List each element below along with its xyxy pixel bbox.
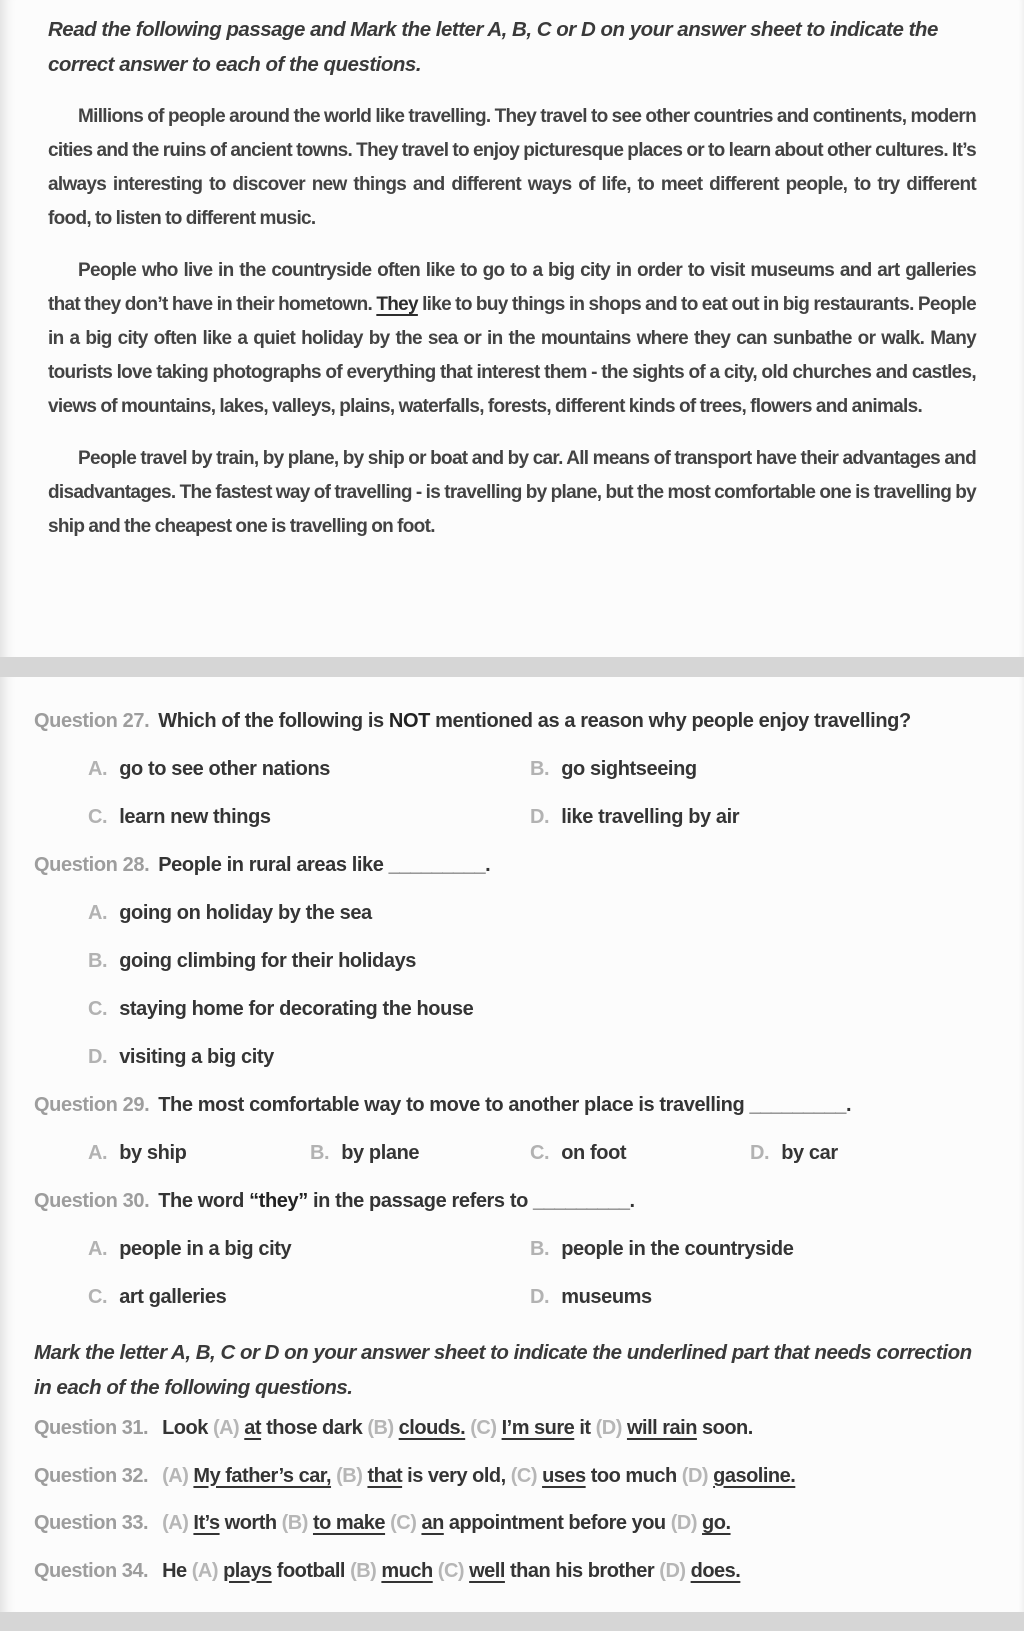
option: [88, 985, 984, 1033]
option-letter: C.: [88, 806, 108, 828]
option-marker: (A): [191, 1559, 218, 1582]
option-letter: A.: [88, 1142, 108, 1164]
question-label: Question 32.: [34, 1464, 149, 1487]
text-segment: Millions of people around the world like travelling. They travel to see other countries and continents, modern cities and the ruins of ancient towns. They travel to enjoy picturesque places or to learn about other cultures. It’s always interesting to discover new things and different ways of life, to meet different people, to try different food, to listen to different music.: [48, 106, 976, 229]
option-letter: A.: [88, 902, 108, 924]
option-marker: (D): [670, 1512, 697, 1534]
question-title-line: [34, 697, 984, 745]
correction-question: [34, 1548, 984, 1596]
options: [34, 1225, 984, 1321]
option-marker: (B): [281, 1512, 308, 1534]
option: [88, 1033, 984, 1081]
question-block: [34, 1081, 984, 1177]
text-segment: worth: [224, 1512, 277, 1534]
text-segment: those dark: [266, 1417, 363, 1439]
text-segment: People who live in the countryside often like to go to a big city in order to visit museums and art galleries that they don’t have in their hometown.: [48, 260, 976, 315]
text-segment: it: [579, 1417, 591, 1439]
option-marker: (A): [212, 1417, 240, 1439]
option-letter: B.: [310, 1142, 330, 1164]
option-text: by car: [781, 1142, 838, 1164]
text-segment: He: [162, 1559, 187, 1582]
text-segment: People travel by train, by plane, by ship or boat and by car. All means of transport have their advantages and disadvantages. The fastest way of travelling - is travelling by plane, but the most comfortable one is travelling by ship and the cheapest one is travelling on foot.: [48, 448, 976, 537]
option: [310, 1129, 530, 1177]
option-marker: (C): [390, 1512, 417, 1534]
option-text: go sightseeing: [561, 758, 697, 780]
question-title: [158, 710, 911, 732]
option-letter: D.: [750, 1142, 770, 1164]
option-marker: (C): [470, 1417, 497, 1439]
option-text: visiting a big city: [119, 1046, 274, 1068]
option-text: going climbing for their holidays: [119, 950, 417, 972]
option-marker: (B): [350, 1559, 377, 1582]
option-letter: B.: [530, 1238, 550, 1260]
question-block: [34, 841, 984, 1081]
option-text: by ship: [119, 1142, 187, 1164]
underlined-part: that: [367, 1464, 403, 1487]
option: [530, 1129, 750, 1177]
option-marker: (D): [659, 1559, 686, 1582]
underlined-part: at: [244, 1417, 262, 1439]
question-label: Question 28.: [34, 854, 150, 876]
option-marker: (B): [367, 1417, 394, 1439]
underlined-part: I’m sure: [501, 1417, 575, 1439]
question-title-line: [34, 1177, 984, 1225]
question-label: Question 33.: [34, 1512, 149, 1534]
option-letter: C.: [530, 1142, 550, 1164]
option-letter: A.: [88, 1238, 108, 1260]
text-segment: like to buy things in shops and to eat out in big restaurants. People in a big city often like a quiet holiday by the sea or in the mountains where they can sunbathe or walk. Many tourists love taking photographs of everything that interest them - the sights of a city, old churches and castles, views of mountains, lakes, valleys, plains, waterfalls, forests, different kinds of trees, flowers and animals.: [48, 294, 976, 417]
option: [750, 1129, 984, 1177]
option-text: museums: [561, 1286, 652, 1308]
question-title-line: [34, 1081, 984, 1129]
question-label: Question 30.: [34, 1190, 150, 1212]
option-letter: D.: [530, 806, 550, 828]
underlined-part: to make: [312, 1512, 386, 1534]
question-title-line: [34, 841, 984, 889]
text-segment: appointment before you: [448, 1512, 666, 1534]
question-block: [34, 697, 984, 841]
correction-instruction: Mark the letter A, B, C or D on your answer sheet to indicate the underlined part that needs correction in each of the following questions.: [34, 1341, 972, 1399]
option: [530, 793, 984, 841]
text-segment: soon.: [701, 1417, 753, 1439]
text-segment: is very old,: [407, 1464, 506, 1487]
text-segment: People in rural areas like _________.: [158, 854, 491, 876]
option: [88, 745, 530, 793]
text-segment: “they”: [249, 1190, 308, 1212]
text-segment: NOT: [388, 710, 430, 732]
option-marker: (B): [336, 1464, 363, 1487]
option-marker: (D): [595, 1417, 622, 1439]
option: [530, 1273, 984, 1321]
options: [34, 745, 984, 841]
underlined-part: does.: [690, 1559, 741, 1582]
text-segment: The most comfortable way to move to another place is travelling _________.: [158, 1094, 852, 1116]
question-title: [158, 1190, 634, 1212]
underlined-part: It’s: [193, 1512, 220, 1534]
underlined-part: They: [376, 294, 418, 315]
correction-question: [34, 1453, 984, 1501]
option-marker: (C): [510, 1464, 537, 1487]
option-text: people in the countryside: [561, 1238, 794, 1260]
option: [88, 937, 984, 985]
reading-instruction: Read the following passage and Mark the letter A, B, C or D on your answer sheet to indicate the correct answer to each of the questions.: [48, 18, 938, 76]
underlined-part: much: [381, 1559, 433, 1582]
option-letter: D.: [530, 1286, 550, 1308]
correction-section: [34, 1405, 984, 1595]
option-text: staying home for decorating the house: [119, 998, 474, 1020]
option-text: learn new things: [119, 806, 271, 828]
text-segment: football: [276, 1559, 345, 1582]
option: [530, 1225, 984, 1273]
text-segment: too much: [590, 1464, 677, 1487]
text-segment: mentioned as a reason why people enjoy travelling?: [429, 710, 911, 732]
text-segment: in the passage refers to _________.: [307, 1190, 635, 1212]
option-letter: A.: [88, 758, 108, 780]
option-letter: D.: [88, 1046, 108, 1068]
underlined-part: will rain: [626, 1417, 697, 1439]
option-text: people in a big city: [119, 1238, 292, 1260]
underlined-part: gasoline.: [713, 1464, 796, 1487]
text-segment: than his brother: [509, 1559, 655, 1582]
text-segment: Look: [162, 1417, 208, 1439]
correction-question: [34, 1405, 984, 1453]
question-title: [158, 854, 490, 876]
question-block: [34, 1177, 984, 1321]
passage-card: [0, 0, 1024, 657]
question-label: Question 27.: [34, 710, 150, 732]
option: [88, 1129, 310, 1177]
option-marker: (C): [437, 1559, 465, 1582]
question-label: Question 29.: [34, 1094, 150, 1116]
option: [88, 1273, 530, 1321]
option-marker: (A): [162, 1512, 189, 1534]
options: [34, 889, 984, 1081]
option-marker: (D): [681, 1464, 709, 1487]
option-letter: B.: [88, 950, 108, 972]
option-text: like travelling by air: [561, 806, 740, 828]
text-segment: The word: [158, 1190, 250, 1212]
correction-question: [34, 1500, 984, 1548]
underlined-part: clouds.: [398, 1417, 466, 1439]
option: [88, 1225, 530, 1273]
underlined-part: plays: [223, 1559, 272, 1582]
passage-paragraph: [48, 100, 976, 236]
option-text: art galleries: [119, 1286, 227, 1308]
passage-paragraph: [48, 254, 976, 424]
option-letter: C.: [88, 1286, 108, 1308]
option: [530, 745, 984, 793]
underlined-part: My father’s car,: [193, 1464, 332, 1487]
option-marker: (A): [162, 1464, 189, 1487]
option-text: go to see other nations: [119, 758, 331, 780]
questions-section: [34, 697, 984, 1321]
underlined-part: go.: [702, 1512, 731, 1534]
underlined-part: well: [469, 1559, 505, 1582]
reading-passage: [48, 100, 976, 544]
question-label: Question 34.: [34, 1559, 149, 1582]
option-text: by plane: [341, 1142, 420, 1164]
option-letter: C.: [88, 998, 108, 1020]
option: [88, 889, 984, 937]
questions-card: [0, 677, 1024, 1612]
question-title: [158, 1094, 851, 1116]
options: [34, 1129, 984, 1177]
option: [88, 793, 530, 841]
question-label: Question 31.: [34, 1417, 149, 1439]
underlined-part: an: [421, 1512, 444, 1534]
passage-paragraph: [48, 442, 976, 544]
option-text: on foot: [561, 1142, 627, 1164]
option-letter: B.: [530, 758, 550, 780]
option-text: going on holiday by the sea: [119, 902, 372, 924]
underlined-part: uses: [542, 1464, 586, 1487]
text-segment: Which of the following is: [158, 710, 389, 732]
